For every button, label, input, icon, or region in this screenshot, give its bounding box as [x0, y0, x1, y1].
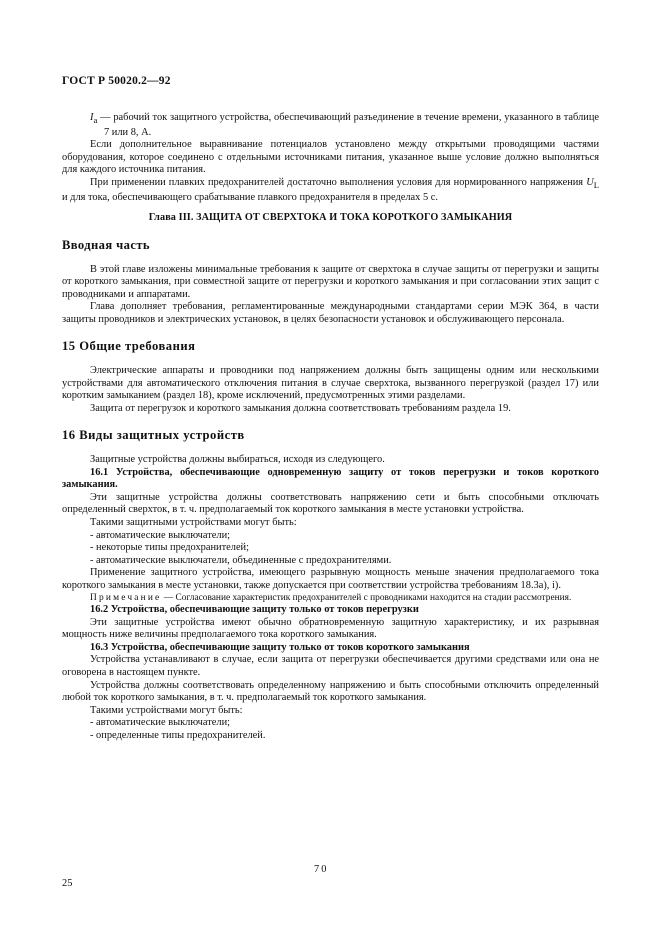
standard-code-header: ГОСТ Р 50020.2—92 — [62, 75, 171, 87]
note-label: Примечание — [90, 592, 162, 603]
list-item: - автоматические выключатели, объединенные с предохранителями. — [90, 554, 392, 566]
fuses-text-before: При применении плавких предохранителей достаточно выполнения условия для нормированного напряжения — [90, 177, 587, 189]
note — [62, 593, 599, 604]
subsection-16-2-paragraph-1: Эти защитные устройства имеют обычно обратновременную защитную характеристику, и их разрывная мощность ниже величины предполагаемого тока короткого замыкания. — [62, 616, 599, 641]
paragraph-fuses — [62, 177, 599, 204]
section-15-paragraph-2: Защита от перегрузок и короткого замыкания должна соответствовать требованиям раздела 19. — [90, 402, 511, 414]
section-16-heading: 16 Виды защитных устройств — [62, 428, 245, 443]
subsection-16-3-paragraph-3: Такими устройствами могут быть: — [90, 704, 243, 716]
intro-paragraph-2: Глава дополняет требования, регламентированные международными стандартами серии МЭК 364, в части защиты проводников и электрических установок, в целях безопасности установок и обслуживающего персонала. — [62, 301, 599, 325]
paragraph-equipotential: Если дополнительное выравнивание потенциалов установлено между открытыми проводящими частями оборудования, которое соединено с отдельными источниками питания, указанное выше условие должно выполняться для каждого источника питания. — [62, 139, 599, 176]
ul-subscript: L — [593, 180, 599, 191]
page-body — [62, 112, 599, 743]
subsection-16-1-title: 16.1 Устройства, обеспечивающие одновременную защиту от токов перегрузки и токов короткого замыкания. — [62, 466, 599, 491]
center-page-mark: 70 — [314, 864, 329, 875]
ul-symbol: U — [586, 177, 594, 189]
list-item: - автоматические выключатели; — [90, 529, 231, 541]
note-text: — Согласование характеристик предохранителей с проводниками находится на стадии рассмотрения. — [161, 592, 572, 603]
fuses-text-after: и для тока, обеспечивающего срабатывание плавкого предохранителя в пределах 5 с. — [62, 191, 438, 203]
list-item: - определенные типы предохранителей. — [90, 729, 266, 741]
list-item: - автоматические выключатели; — [90, 717, 231, 729]
subsection-16-1-paragraph-2: Такими защитными устройствами могут быть: — [90, 517, 297, 528]
ia-symbol: I — [90, 112, 94, 123]
intro-paragraph-1: В этой главе изложены минимальные требования к защите от сверхтока в случае защиты от перегрузки и защиты от короткого замыкания, при совместной защите от перегрузки и короткого замыкания и при согласовании этих защит с проводниками и аппаратами. — [62, 263, 599, 300]
chapter-title: Глава III. ЗАЩИТА ОТ СВЕРХТОКА И ТОКА КОРОТКОГО ЗАМЫКАНИЯ — [148, 212, 513, 224]
section-16-intro: Защитные устройства должны выбираться, исходя из следующего. — [90, 454, 385, 466]
ia-text: — рабочий ток защитного устройства, обеспечивающий разъединение в течение времени, указанного в таблице 7 или 8, А. — [97, 112, 599, 138]
section-15-paragraph-1: Электрические аппараты и проводники под напряжением должны быть защищены одним или несколькими устройствами для автоматического отключения питания в случае сверхтока, вызванного перегрузкой (раздел 17) или коротким замыканием (раздел 18), кроме исключений, предусмотренных этими разделами. — [62, 365, 599, 402]
subsection-16-3-paragraph-2: Устройства должны соответствовать определенному напряжению и быть способными отключить определенный любой ток короткого замыкания, в т. ч. предполагаемый ток короткого замыкания. — [62, 679, 599, 704]
page-number: 25 — [62, 878, 73, 889]
subsection-16-3-title: 16.3 Устройства, обеспечивающие защиту только от токов короткого замыкания — [90, 641, 470, 653]
subsection-16-3-paragraph-1: Устройства устанавливают в случае, если защита от перегрузки обеспечивается другими средствами или она не оговорена в настоящем пункте. — [62, 654, 599, 678]
section-15-heading: 15 Общие требования — [62, 339, 196, 354]
ia-definition — [90, 112, 599, 139]
list-item: - некоторые типы предохранителей; — [90, 542, 250, 554]
subsection-16-1-paragraph-3: Применение защитного устройства, имеющего разрывную мощность меньше значения предполагаемого тока короткого замыкания в месте установки, также допускается при соответствии устройства требованиям 18.3а), i). — [62, 567, 599, 591]
intro-heading: Вводная часть — [62, 237, 150, 252]
subsection-16-2-title: 16.2 Устройства, обеспечивающие защиту только от токов перегрузки — [90, 603, 419, 615]
ia-subscript: a — [93, 115, 98, 126]
subsection-16-1-paragraph-1: Эти защитные устройства должны соответствовать напряжению сети и быть способными отключать определенный сверхток, в т. ч. предполагаемый ток короткого замыкания в месте установки устройства. — [62, 491, 599, 516]
